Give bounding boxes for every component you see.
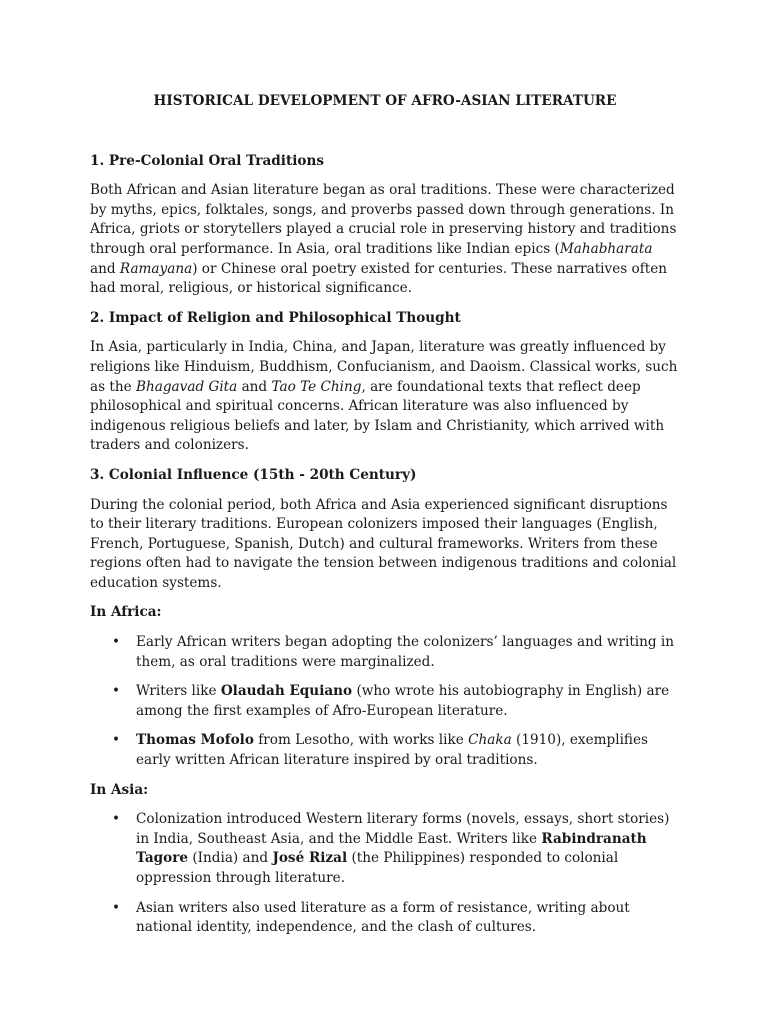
list-item: [90, 899, 680, 938]
text-run: Both African and Asian literature began as oral traditions. These were characterized by myths, epics, folktales, songs, and proverbs passed down through generations. In Africa, griots or storytellers played a crucial role in preserving history and traditions through oral performance. In Asia, oral traditions like Indian epics (: [90, 182, 677, 257]
italic-title-bhagavad-gita: Bhagavad Gita: [136, 378, 238, 395]
bold-name-jose-rizal: José Rizal: [272, 850, 348, 867]
bullet-icon: •: [112, 683, 121, 700]
subheading-in-africa: In Africa:: [90, 604, 162, 621]
text-run: (the Philippines) responded to colonial oppression through literature.: [136, 850, 619, 886]
paragraph-colonial: During the colonial period, both Africa and Asia experienced significant disruptions to their literary traditions. European colonizers imposed their languages (English, French, Portuguese, Spanish, Dutch) and cultural frameworks. Writers from these regions often had to navigate the tension between indigenous traditions and colonial education systems.: [90, 496, 677, 591]
list-africa: [90, 633, 680, 771]
text-run: and: [237, 378, 272, 395]
text-run: (who wrote his autobiography in English) are among the first examples of Afro-European literature.: [136, 683, 670, 719]
text-run: In Asia, particularly in India, China, and Japan, literature was greatly influenced by religions like Hinduism, Buddhism, Confucianism, and Daoism. Classical works, such as the: [90, 339, 678, 395]
text-run: , are foundational texts that reflect deep philosophical and spiritual concerns. African literature was also influenced by indigenous religious beliefs and later, by Islam and Christianity, which arrived with traders and colonizers.: [90, 378, 665, 454]
list-item: [90, 633, 680, 672]
italic-title-mahabharata: Mahabharata: [559, 240, 653, 257]
document-title: HISTORICAL DEVELOPMENT OF AFRO-ASIAN LITERATURE: [153, 93, 617, 109]
text-run: Colonization introduced Western literary forms (novels, essays, short stories) in India, Southeast Asia, and the Middle East. Writers like: [136, 811, 670, 847]
bold-name-rabindranath-tagore: Rabindranath Tagore: [136, 830, 647, 867]
section-heading-colonial: 3. Colonial Influence (15th - 20th Century): [90, 466, 417, 483]
italic-title-tao-te-ching: Tao Te Ching: [271, 378, 362, 395]
paragraph-pre-colonial: [90, 181, 680, 299]
text-run: ) or Chinese oral poetry existed for centuries. These narratives often had moral, religious, or historical significance.: [90, 260, 668, 297]
text-run: from Lesotho, with works like: [253, 732, 469, 749]
text-run: Asian writers also used literature as a form of resistance, writing about national identity, independence, and the clash of cultures.: [136, 899, 630, 936]
text-run: (India) and: [188, 850, 273, 867]
text-run: (1910), exemplifies early written African literature inspired by oral traditions.: [136, 732, 649, 769]
text-run: Writers like: [136, 683, 221, 700]
bullet-icon: •: [112, 732, 121, 749]
section-heading-pre-colonial: 1. Pre-Colonial Oral Traditions: [90, 152, 324, 169]
text-run: Early African writers began adopting the colonizers’ languages and writing in them, as oral traditions were marginalized.: [136, 634, 675, 670]
bullet-icon: •: [112, 634, 121, 651]
text-run: and: [90, 260, 120, 277]
paragraph-religion: [90, 338, 680, 456]
section-heading-religion: 2. Impact of Religion and Philosophical Thought: [90, 309, 461, 326]
italic-title-chaka: Chaka: [468, 732, 512, 749]
document-page: [90, 92, 680, 948]
list-item: [90, 810, 680, 888]
bold-name-thomas-mofolo: Thomas Mofolo: [136, 732, 254, 749]
italic-title-ramayana: Ramayana: [119, 260, 193, 277]
list-asia: [90, 810, 680, 938]
subheading-in-asia: In Asia:: [90, 781, 149, 798]
list-item: [90, 731, 680, 770]
bullet-icon: •: [112, 811, 121, 828]
bold-name-olaudah-equiano: Olaudah Equiano: [220, 683, 353, 700]
list-item: [90, 682, 680, 721]
bullet-icon: •: [112, 899, 121, 916]
